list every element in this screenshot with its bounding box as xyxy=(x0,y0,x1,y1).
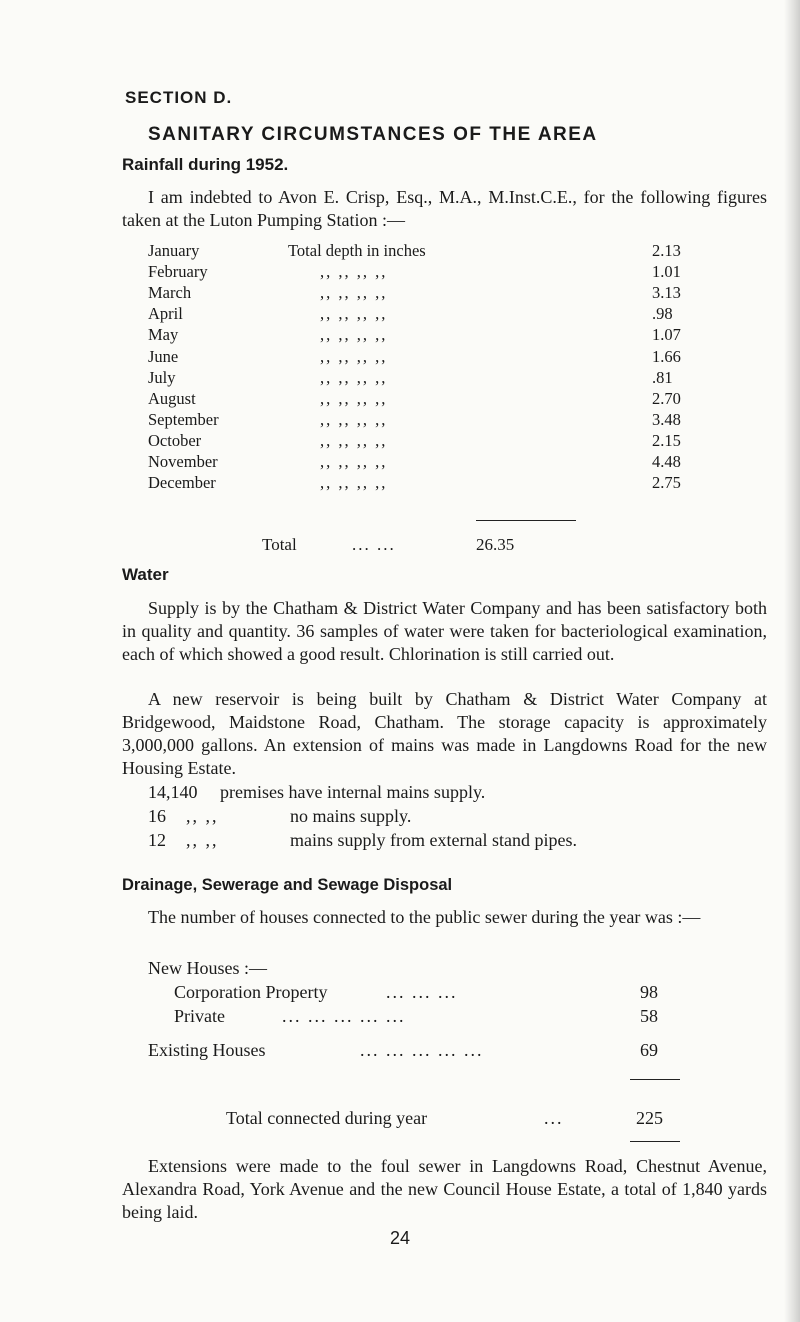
rainfall-month: January xyxy=(148,241,200,260)
premises-count: 14,140 xyxy=(148,782,198,802)
rainfall-ditto-marks: ,, ,, ,, ,, xyxy=(320,452,388,471)
premises-count: 12 xyxy=(148,830,166,850)
rainfall-row xyxy=(148,452,768,473)
section-label: SECTION D. xyxy=(125,88,233,107)
rainfall-value: 2.13 xyxy=(652,241,681,260)
existing-value: 69 xyxy=(640,1040,658,1060)
rainfall-month: August xyxy=(148,388,196,408)
rainfall-month: October xyxy=(148,430,202,450)
private-leader: ... ... ... ... ... xyxy=(282,1006,406,1026)
rainfall-ditto-marks: ,, ,, ,, ,, xyxy=(320,262,388,282)
rainfall-month: December xyxy=(148,473,216,493)
rainfall-unit-label: Total depth in inches xyxy=(288,241,426,260)
rainfall-ditto-marks: ,, ,, ,, ,, xyxy=(320,325,388,345)
rainfall-ditto-marks: ,, ,, ,, ,, xyxy=(320,388,388,408)
premises-row xyxy=(148,830,768,853)
private-row xyxy=(174,1006,694,1029)
rainfall-value: 3.13 xyxy=(652,283,681,303)
corporation-value: 98 xyxy=(640,982,658,1002)
rainfall-value: 2.15 xyxy=(652,430,681,450)
rainfall-row xyxy=(148,347,768,368)
rainfall-value: 4.48 xyxy=(652,452,681,471)
rainfall-row xyxy=(148,389,768,410)
corporation-leader: ... ... ... xyxy=(386,982,458,1002)
rainfall-value: 3.48 xyxy=(652,409,681,429)
water-heading: Water xyxy=(122,565,169,584)
rainfall-value: 2.75 xyxy=(652,473,681,493)
premises-ditto: ,, ,, xyxy=(186,830,219,850)
rainfall-total-rule xyxy=(476,520,576,521)
rainfall-row xyxy=(148,241,768,262)
drainage-sum-rule xyxy=(630,1079,680,1080)
page-title: SANITARY CIRCUMSTANCES OF THE AREA xyxy=(148,124,598,145)
rainfall-row xyxy=(148,410,768,431)
rainfall-month: November xyxy=(148,452,218,471)
drainage-heading: Drainage, Sewerage and Sewage Disposal xyxy=(122,876,453,894)
rainfall-intro xyxy=(122,186,767,232)
rainfall-month: June xyxy=(148,346,179,366)
rainfall-ditto-marks: ,, ,, ,, ,, xyxy=(320,304,388,324)
rainfall-value: 2.70 xyxy=(652,388,681,408)
rainfall-ditto-marks: ,, ,, ,, ,, xyxy=(320,409,388,429)
rainfall-month: July xyxy=(148,367,176,387)
rainfall-ditto-marks: ,, ,, ,, ,, xyxy=(320,473,388,493)
rainfall-total-leader: ... ... xyxy=(352,535,396,554)
drainage-extensions xyxy=(122,1155,767,1224)
rainfall-total-value: 26.35 xyxy=(476,535,515,554)
new-houses-label-text: New Houses :— xyxy=(148,958,267,978)
rainfall-value: .81 xyxy=(652,367,673,387)
premises-ditto: ,, ,, xyxy=(186,806,219,826)
premises-count: 16 xyxy=(148,806,166,826)
rainfall-value: 1.66 xyxy=(652,346,681,366)
corporation-row xyxy=(174,982,694,1005)
water-paragraph-2-text: A new reservoir is being built by Chatham & District Water Company at Bridgewood, Maidstone Road, Chatham. The storage capacity is approximately 3,000,000 gallons. An extension of mains was made in Langdowns Road for the new Housing Estate. xyxy=(122,689,767,778)
rainfall-row xyxy=(148,304,768,325)
rainfall-row xyxy=(148,368,768,389)
rainfall-ditto-marks: ,, ,, ,, ,, xyxy=(320,283,388,303)
water-paragraph-2 xyxy=(122,688,767,780)
rainfall-row xyxy=(148,283,768,304)
rainfall-month: February xyxy=(148,262,208,282)
drainage-total-row xyxy=(226,1108,696,1131)
rainfall-value: 1.07 xyxy=(652,325,681,345)
premises-row xyxy=(148,782,748,805)
drainage-intro xyxy=(122,906,767,929)
private-label: Private xyxy=(174,1006,225,1026)
drainage-total-label: Total connected during year xyxy=(226,1108,428,1128)
rainfall-row xyxy=(148,262,768,283)
existing-leader: ... ... ... ... ... xyxy=(360,1040,484,1060)
premises-text: premises have internal mains supply. xyxy=(220,782,486,802)
drainage-total-leader: ... xyxy=(544,1108,564,1128)
rainfall-ditto-marks: ,, ,, ,, ,, xyxy=(320,367,388,387)
rainfall-month: May xyxy=(148,325,179,345)
water-paragraph-1 xyxy=(122,597,767,666)
premises-text: mains supply from external stand pipes. xyxy=(290,830,577,850)
corporation-label: Corporation Property xyxy=(174,982,328,1002)
drainage-intro-text: The number of houses connected to the public sewer during the year was :— xyxy=(148,907,701,927)
water-paragraph-1-text: Supply is by the Chatham & District Water Company and has been satisfactory both in quality and quantity. 36 samples of water were taken for bacteriological examination, each of which showed a good result. Chlorination is still carried out. xyxy=(122,598,767,664)
rainfall-month: September xyxy=(148,409,219,429)
premises-text: no mains supply. xyxy=(290,806,412,826)
existing-label: Existing Houses xyxy=(148,1040,266,1060)
page-number: 24 xyxy=(390,1228,411,1248)
rainfall-total-label: Total xyxy=(262,535,297,554)
drainage-extensions-text: Extensions were made to the foul sewer in Langdowns Road, Chestnut Avenue, Alexandra Road, York Avenue and the new Council House Estate, a total of 1,840 yards being laid. xyxy=(122,1156,767,1222)
drainage-total-rule xyxy=(630,1141,680,1142)
rainfall-value: 1.01 xyxy=(652,262,681,282)
rainfall-row xyxy=(148,473,768,494)
existing-row xyxy=(148,1040,694,1063)
rainfall-value: .98 xyxy=(652,304,673,324)
premises-row xyxy=(148,806,748,829)
rainfall-row xyxy=(148,325,768,346)
private-value: 58 xyxy=(640,1006,658,1026)
rainfall-heading: Rainfall during 1952. xyxy=(122,155,289,174)
rainfall-intro-text: I am indebted to Avon E. Crisp, Esq., M.A., M.Inst.C.E., for the following figures taken at the Luton Pumping Station :— xyxy=(122,187,767,230)
rainfall-ditto-marks: ,, ,, ,, ,, xyxy=(320,346,388,366)
rainfall-month: March xyxy=(148,283,192,303)
rainfall-row xyxy=(148,431,768,452)
drainage-total-value: 225 xyxy=(636,1108,663,1128)
page-edge-shadow xyxy=(784,0,800,1322)
rainfall-ditto-marks: ,, ,, ,, ,, xyxy=(320,430,388,450)
rainfall-month: April xyxy=(148,304,183,324)
